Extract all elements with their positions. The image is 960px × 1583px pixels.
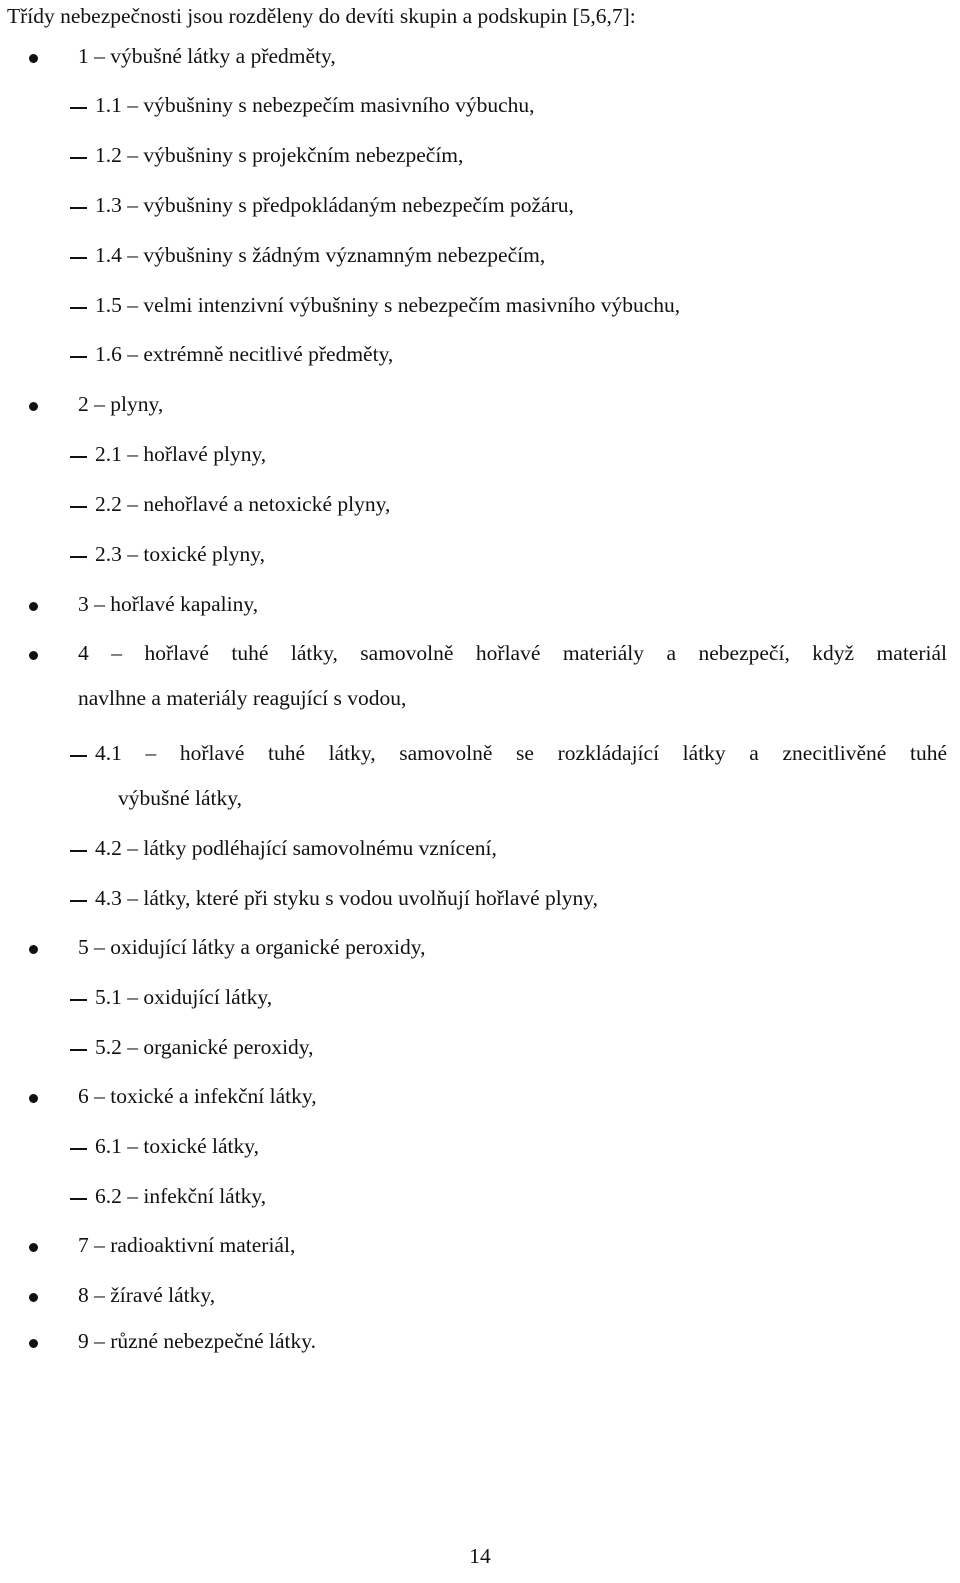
list-item-text: 3 – hořlavé kapaliny, xyxy=(78,592,259,616)
list-item-text: 5 – oxidující látky a organické peroxidy, xyxy=(78,935,426,959)
dash-icon xyxy=(70,157,87,159)
list-item-text: 1.5 – velmi intenzivní výbušniny s nebezpečím masivního výbuchu, xyxy=(95,293,681,317)
dash-icon xyxy=(70,850,87,852)
list-item-text: 6.1 – toxické látky, xyxy=(95,1134,260,1158)
list-item-text: 7 – radioaktivní materiál, xyxy=(78,1233,296,1257)
list-item-text: 8 – žíravé látky, xyxy=(78,1283,216,1307)
list-item-text: 4.2 – látky podléhající samovolnému vznícení, xyxy=(95,836,497,860)
dash-icon xyxy=(70,506,87,508)
bullet-icon xyxy=(29,1293,38,1302)
dash-icon xyxy=(70,999,87,1001)
list-item-text: 2 – plyny, xyxy=(78,392,164,416)
list-item-text: 6 – toxické a infekční látky, xyxy=(78,1084,317,1108)
bullet-icon xyxy=(29,1339,38,1348)
dash-icon xyxy=(70,456,87,458)
list-item-text: 4.1 – hořlavé tuhé látky, samovolně se rozkládající látky a znecitlivěné tuhé xyxy=(95,741,947,765)
bullet-icon xyxy=(29,1094,38,1103)
list-item-text: 1.3 – výbušniny s předpokládaným nebezpečím požáru, xyxy=(95,193,574,217)
list-item-text: 9 – různé nebezpečné látky. xyxy=(78,1329,316,1353)
list-item-text: 1.4 – výbušniny s žádným významným nebezpečím, xyxy=(95,243,546,267)
list-item-text: 1 – výbušné látky a předměty, xyxy=(78,44,336,68)
list-item-text: 1.2 – výbušniny s projekčním nebezpečím, xyxy=(95,143,464,167)
list-item-text: 2.2 – nehořlavé a netoxické plyny, xyxy=(95,492,391,516)
list-item-text: 5.2 – organické peroxidy, xyxy=(95,1035,314,1059)
bullet-icon xyxy=(29,651,38,660)
dash-icon xyxy=(70,755,87,757)
dash-icon xyxy=(70,107,87,109)
list-item-text: 5.1 – oxidující látky, xyxy=(95,985,273,1009)
list-item-text: 4.3 – látky, které při styku s vodou uvolňují hořlavé plyny, xyxy=(95,886,598,910)
dash-icon xyxy=(70,257,87,259)
list-item-continuation: navlhne a materiály reagující s vodou, xyxy=(78,686,407,710)
list-item-text: 4 – hořlavé tuhé látky, samovolně hořlavé materiály a nebezpečí, když materiál xyxy=(78,641,947,665)
bullet-icon xyxy=(29,602,38,611)
bullet-icon xyxy=(29,1243,38,1252)
dash-icon xyxy=(70,556,87,558)
dash-icon xyxy=(70,207,87,209)
dash-icon xyxy=(70,356,87,358)
intro-paragraph: Třídy nebezpečnosti jsou rozděleny do devíti skupin a podskupin [5,6,7]: xyxy=(7,4,636,28)
list-item-text: 6.2 – infekční látky, xyxy=(95,1184,267,1208)
list-item-text: 2.3 – toxické plyny, xyxy=(95,542,265,566)
dash-icon xyxy=(70,1198,87,1200)
list-item-text: 2.1 – hořlavé plyny, xyxy=(95,442,267,466)
dash-icon xyxy=(70,307,87,309)
dash-icon xyxy=(70,900,87,902)
bullet-icon xyxy=(29,402,38,411)
bullet-icon xyxy=(29,54,38,63)
bullet-icon xyxy=(29,945,38,954)
dash-icon xyxy=(70,1148,87,1150)
page-number: 14 xyxy=(469,1544,491,1568)
dash-icon xyxy=(70,1049,87,1051)
list-item-text: 1.6 – extrémně necitlivé předměty, xyxy=(95,342,394,366)
list-item-continuation: výbušné látky, xyxy=(118,786,243,810)
list-item-text: 1.1 – výbušniny s nebezpečím masivního výbuchu, xyxy=(95,93,535,117)
